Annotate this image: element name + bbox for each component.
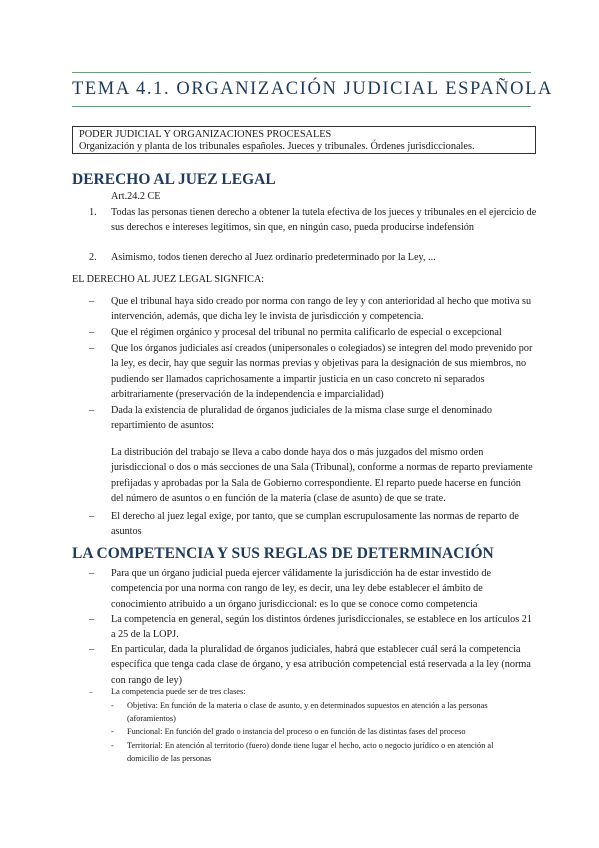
article-reference: Art.24.2 CE	[111, 191, 161, 202]
bullet-item	[111, 566, 491, 612]
header-box-line-2: Organización y planta de los tribunales españoles. Jueces y tribunales. Órdenes jurisdiccionales.	[79, 140, 475, 152]
line: a 25 de la LOPJ.	[111, 629, 179, 641]
line: intervención, además, que dicha ley le invista de jurisdicción y competencia.	[111, 311, 424, 323]
dash-marker: –	[89, 614, 95, 625]
line: Asimismo, todos tienen derecho al Juez ordinario predeterminado por la Ley, ...	[111, 252, 436, 263]
sub-dash-marker: -	[111, 741, 114, 750]
line: sus derechos e intereses legítimos, sin que, en ningún caso, pueda producirse indefensión	[111, 222, 474, 234]
line: (aforamientos)	[127, 713, 176, 723]
line: Territorial: En atención al territorio (fuero) donde tiene lugar el hecho, acto o negocio jurídico o en atención al	[127, 741, 494, 750]
dash-marker: –	[89, 296, 95, 307]
line: El derecho al juez legal exige, por tanto, que se cumplan escrupulosamente las normas de reparto de	[111, 511, 519, 522]
line: del número de asuntos o en función de la materia (clase de asunto) de que se trate.	[111, 493, 446, 505]
bullet-item	[111, 294, 531, 325]
line: En particular, dada la pluralidad de órganos judiciales, habrá que establecer cuál será la competencia	[111, 644, 521, 655]
line: Para que un órgano judicial pueda ejercer válidamente la jurisdicción ha de estar investido de	[111, 568, 492, 579]
dash-marker: –	[89, 687, 93, 696]
line: con rango de ley)	[111, 674, 182, 686]
header-box	[72, 126, 536, 154]
meaning-label: EL DERECHO AL JUEZ LEGAL SIGNFICA:	[72, 274, 265, 285]
classes-intro: La competencia puede ser de tres clases:	[111, 687, 246, 696]
dash-marker: –	[89, 511, 95, 522]
bullet-item	[111, 341, 532, 403]
line: asuntos	[111, 526, 142, 538]
dash-marker: –	[89, 343, 95, 354]
line: jurisdiccional o dos o más secciones de una Sala (Tribunal), conforme a normas de reparto previamente	[111, 462, 533, 474]
section-heading-juez-legal: DERECHO AL JUEZ LEGAL	[72, 171, 276, 188]
class-item	[127, 726, 465, 739]
line: Dada la existencia de pluralidad de órganos judiciales de la misma clase surge el denominado	[111, 405, 492, 416]
line: Funcional: En función del grado o instancia del proceso o en función de las distintas fases del proceso	[127, 727, 466, 736]
bullet-item	[111, 509, 519, 540]
class-item	[127, 700, 488, 725]
bullet-item	[111, 325, 502, 340]
list-number: 2.	[89, 252, 97, 263]
numbered-item-1	[111, 205, 536, 236]
title-bottom-rule	[72, 106, 531, 107]
sub-dash-marker: -	[111, 701, 114, 710]
line: Todas las personas tienen derecho a obtener la tutela efectiva de los jueces y tribunales en el ejercicio de	[111, 207, 537, 218]
reparto-paragraph	[111, 445, 533, 507]
line: La competencia en general, según los distintos órdenes jurisdiccionales, se establece en los artículos 21	[111, 614, 532, 625]
line: pudiendo ser llamados caprichosamente a impartir justicia en un caso concreto ni separados	[111, 373, 485, 385]
page-title: TEMA 4.1. ORGANIZACIÓN JUDICIAL ESPAÑOLA	[72, 79, 553, 99]
line: la ley, es decir, hay que seguir las normas previas y objetivas para la designación de sus miembros, no	[111, 358, 527, 370]
dash-marker: –	[89, 327, 95, 338]
bullet-item	[111, 403, 492, 434]
line: competencia por una norma con rango de ley, es decir, una ley debe establecer el ámbito de	[111, 583, 483, 595]
sub-dash-marker: -	[111, 727, 114, 736]
line: arbitrariamente (preservación de la independencia e imparcialidad)	[111, 389, 384, 401]
dash-marker: –	[89, 405, 95, 416]
bullet-item	[111, 642, 531, 688]
line: Objetiva: En función de la materia o clase de asunto, y en determinados supuestos en atención a las personas	[127, 701, 488, 710]
header-box-line-1: PODER JUDICIAL Y ORGANIZACIONES PROCESALES	[79, 129, 332, 140]
line: conocimiento atribuido a un órgano jurisdiccional: es lo que se conoce como competencia	[111, 598, 478, 610]
line: domicilio de las personas	[127, 753, 212, 763]
line: La distribución del trabajo se lleva a cabo donde haya dos o más juzgados del mismo orden	[111, 447, 484, 458]
line: Que el tribunal haya sido creado por norma con rango de ley y con anterioridad al hecho que motiva su	[111, 296, 532, 307]
dash-marker: –	[89, 568, 95, 579]
class-item	[127, 740, 493, 765]
dash-marker: –	[89, 644, 95, 655]
list-number: 1.	[89, 207, 97, 218]
title-top-rule	[72, 72, 531, 73]
line: Que el régimen orgánico y procesal del tribunal no permita calificarlo de especial o excepcional	[111, 327, 502, 338]
section-heading-competencia: LA COMPETENCIA Y SUS REGLAS DE DETERMINACIÓN	[72, 545, 494, 562]
line: repartimiento de asuntos:	[111, 420, 214, 432]
bullet-item	[111, 612, 532, 643]
line: Que los órganos judiciales así creados (unipersonales o colegiados) se integren del modo prevenido por	[111, 343, 533, 354]
line: específica que tenga cada clase de órgano, y esa atribución competencial está reservada a la ley (norma	[111, 659, 531, 671]
numbered-item-2	[111, 250, 436, 265]
line: prefijadas y aprobadas por la Sala de Gobierno correspondiente. El reparto puede hacerse en función	[111, 477, 521, 489]
